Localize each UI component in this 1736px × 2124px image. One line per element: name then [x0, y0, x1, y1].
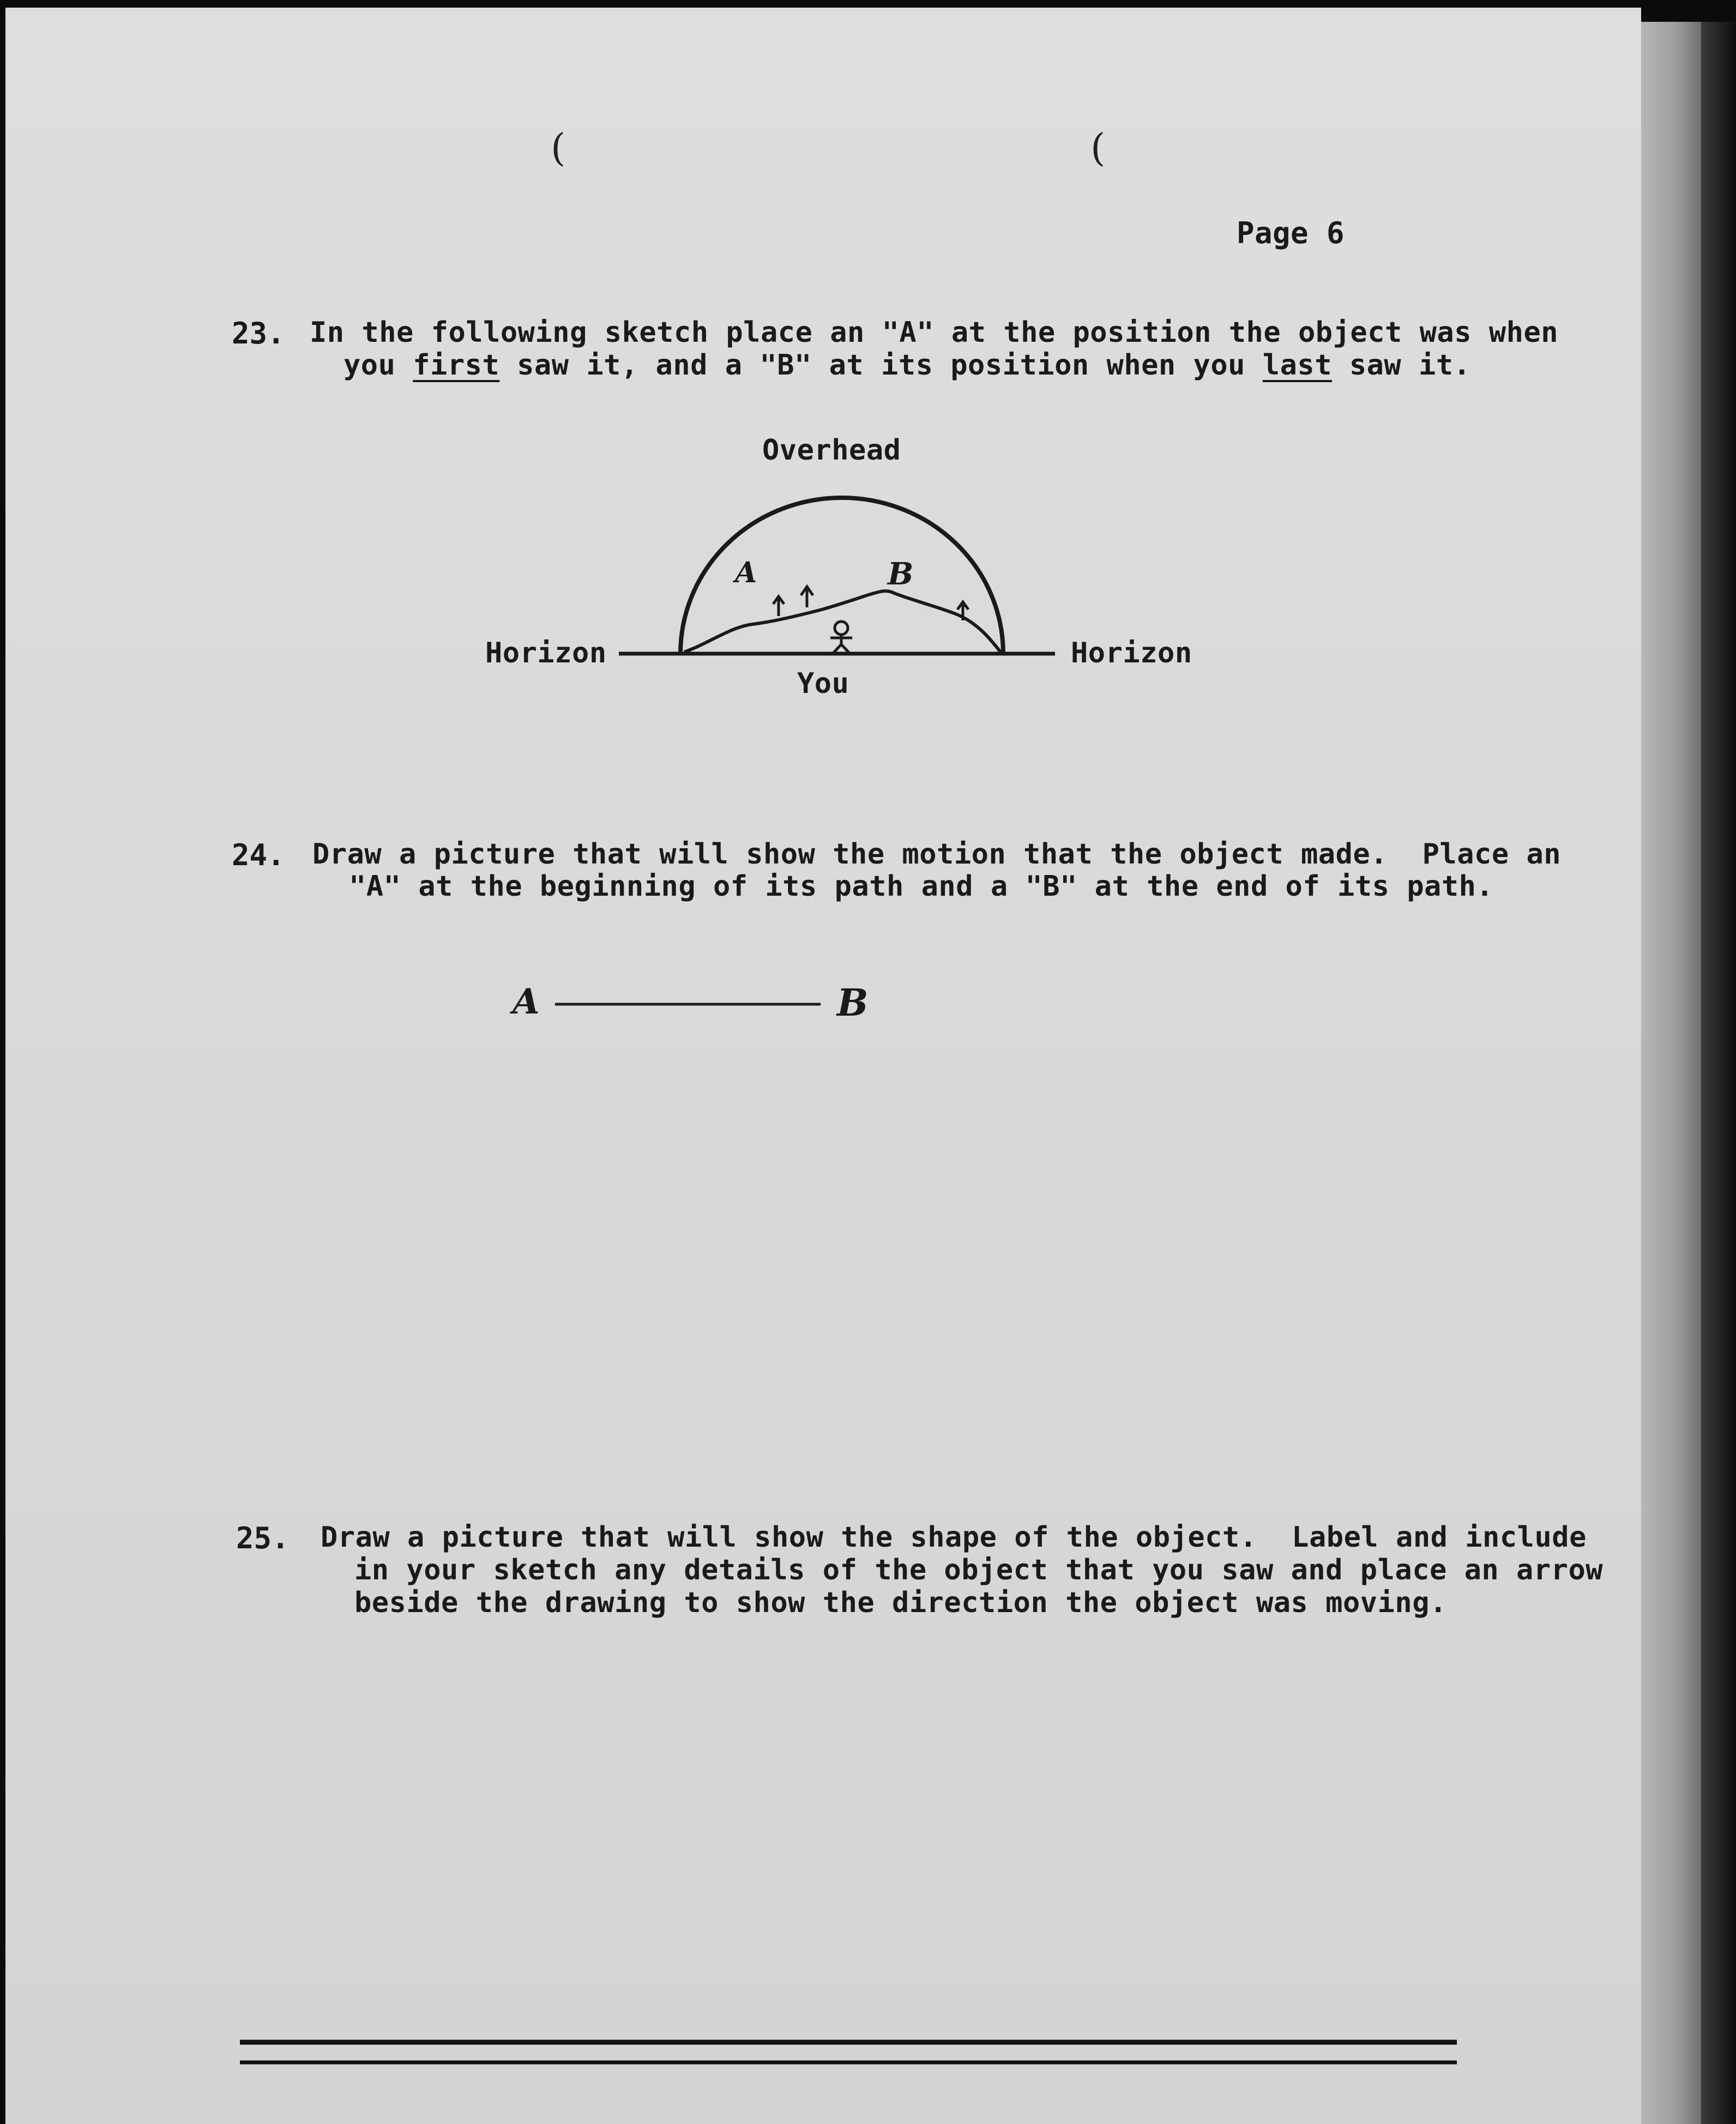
- tree-mark-1: [773, 596, 784, 616]
- q25-number: 25.: [236, 1521, 290, 1555]
- stick-figure-icon: [830, 621, 852, 653]
- handwritten-mark-b-q23: B: [888, 556, 914, 592]
- q24-number: 24.: [232, 838, 285, 872]
- q23-number: 23.: [232, 316, 285, 351]
- handwritten-mark-a-q24: A: [513, 981, 540, 1022]
- sketch-label-horizon-right: Horizon: [1071, 637, 1192, 669]
- q23-underline-last: last: [1262, 349, 1333, 382]
- punch-mark-left: (: [551, 125, 566, 170]
- q25-line3: beside the drawing to show the direction the object was moving.: [354, 1586, 1447, 1619]
- q24-line1: Draw a picture that will show the motion that the object made. Place an: [312, 838, 1562, 871]
- sketch-label-overhead: Overhead: [762, 434, 901, 467]
- q24-line2: "A" at the beginning of its path and a "B" at the end of its path.: [349, 870, 1494, 903]
- punch-mark-right: (: [1090, 125, 1106, 170]
- q23-underline-first: first: [413, 349, 500, 382]
- sketch-label-horizon-left: Horizon: [485, 637, 607, 669]
- q23-line2: you first saw it, and a "B" at its position when you last saw it.: [343, 349, 1471, 382]
- tree-mark-2: [801, 587, 813, 607]
- handwritten-mark-a-q23: A: [735, 556, 757, 589]
- q23-line1: In the following sketch place an "A" at the position the object was when: [310, 316, 1559, 349]
- handwritten-mark-b-q24: B: [837, 981, 869, 1025]
- sketch-label-you: You: [797, 667, 849, 700]
- q25-line1: Draw a picture that will show the shape of the object. Label and include: [321, 1521, 1587, 1554]
- page-number: Page 6: [1237, 216, 1345, 250]
- q25-line2: in your sketch any details of the object that you saw and place an arrow: [354, 1554, 1604, 1586]
